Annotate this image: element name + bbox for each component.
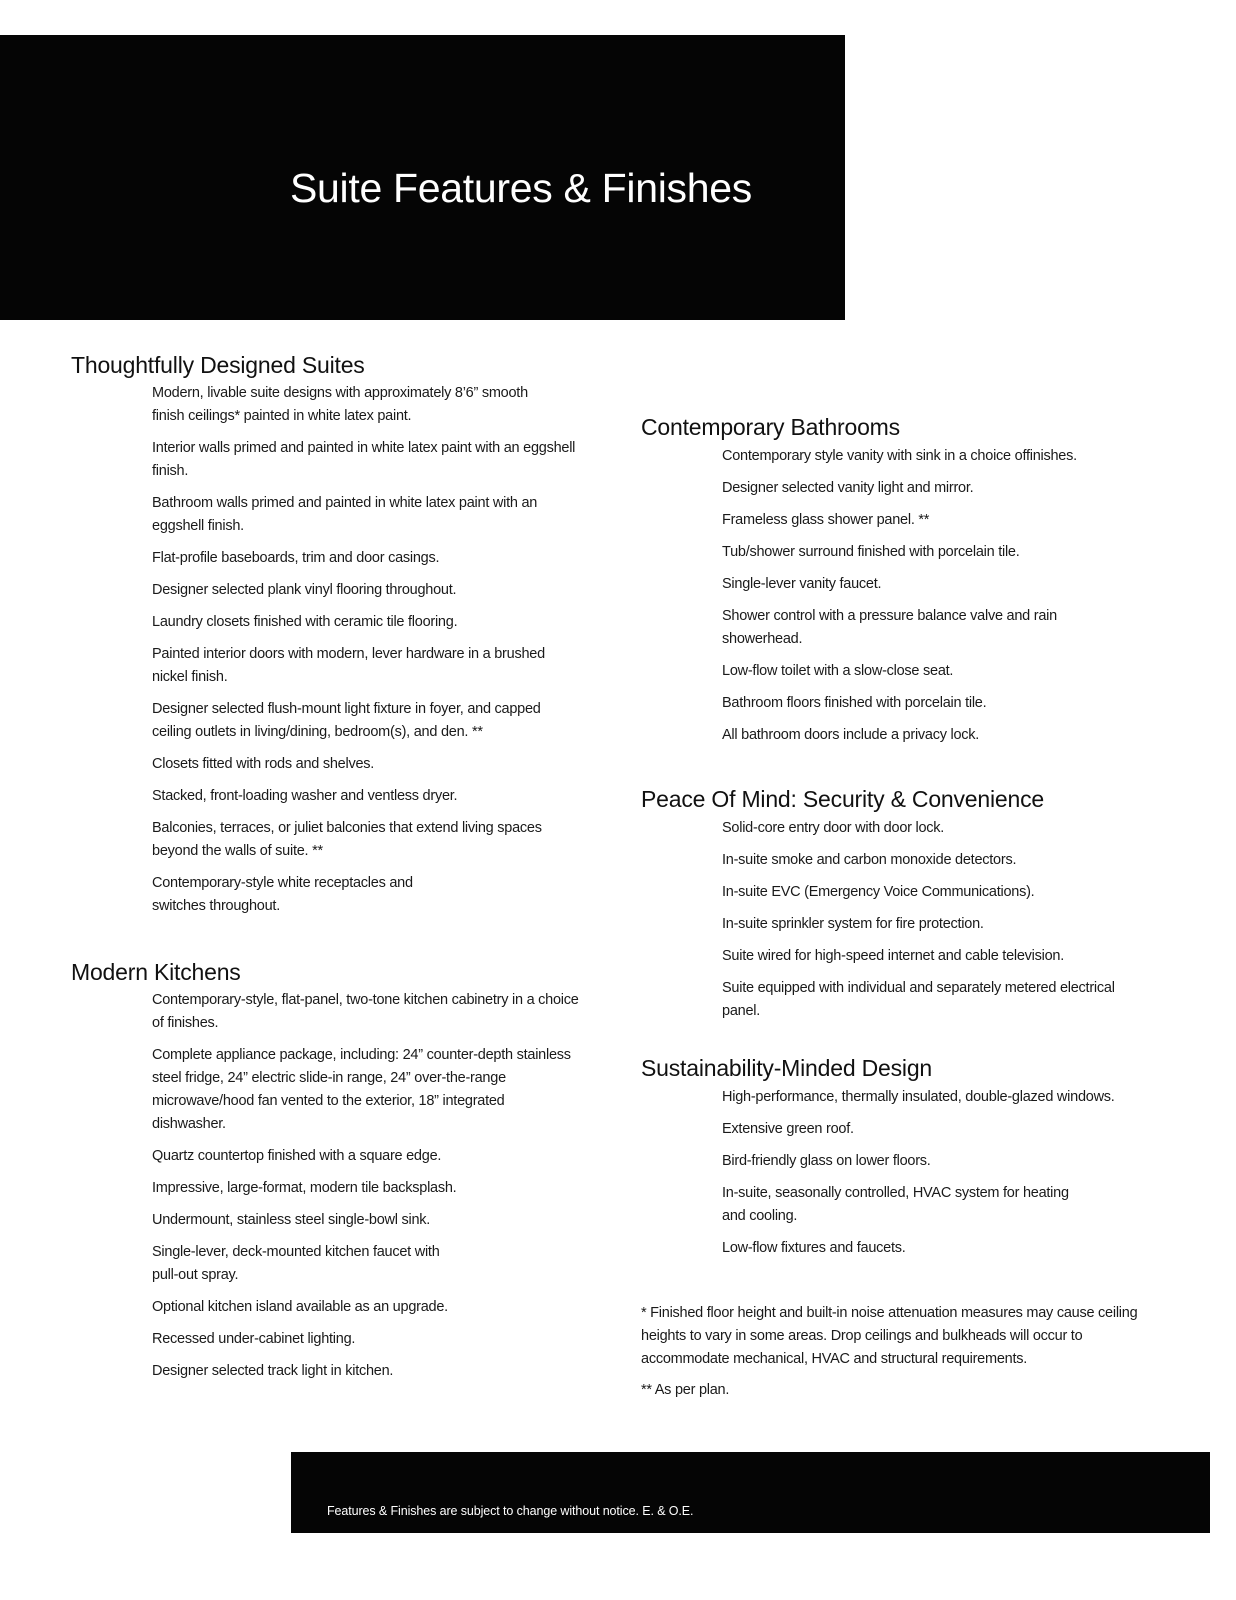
list-item: Undermount, stainless steel single-bowl sink. [152, 1212, 431, 1228]
feature-list [722, 1086, 1142, 1260]
footnotes [641, 1302, 1161, 1410]
list-item: In-suite EVC (Emergency Voice Communications). [722, 884, 1035, 900]
section-thoughtfully-designed-suites [71, 351, 582, 927]
section-peace-of-mind [641, 785, 1142, 1032]
footer-disclaimer: Features & Finishes are subject to change without notice. E. & O.E. [327, 1504, 694, 1518]
section-heading: Modern Kitchens [71, 959, 241, 985]
list-item: High-performance, thermally insulated, double-glazed windows. [722, 1089, 1115, 1105]
list-item: Suite wired for high-speed internet and cable television. [722, 948, 1065, 964]
list-item: Balconies, terraces, or juliet balconies that extend living spaces beyond the walls of suite. ** [152, 820, 542, 859]
footnote-ceiling: * Finished floor height and built-in noise attenuation measures may cause ceiling heights to vary in some areas. Drop ceilings and bulkheads will occur to accommodate mechanical, HVAC and structural requirements. [641, 1305, 1138, 1367]
list-item: Designer selected vanity light and mirror. [722, 480, 974, 496]
list-item: Frameless glass shower panel. ** [722, 512, 930, 528]
feature-list [722, 817, 1142, 1023]
list-item: Stacked, front-loading washer and ventless dryer. [152, 788, 458, 804]
list-item: Designer selected flush-mount light fixture in foyer, and capped ceiling outlets in living/dining, bedroom(s), and den. ** [152, 701, 541, 740]
section-modern-kitchens [71, 958, 582, 1392]
list-item: Bathroom floors finished with porcelain tile. [722, 695, 987, 711]
section-heading: Peace Of Mind: Security & Convenience [641, 786, 1044, 812]
list-item: Extensive green roof. [722, 1121, 854, 1137]
list-item: Laundry closets finished with ceramic tile flooring. [152, 614, 458, 630]
list-item: In-suite, seasonally controlled, HVAC system for heating and cooling. [722, 1185, 1069, 1224]
list-item: All bathroom doors include a privacy lock. [722, 727, 980, 743]
list-item: Suite equipped with individual and separately metered electrical panel. [722, 980, 1115, 1019]
section-sustainability-minded-design [641, 1054, 1142, 1269]
list-item: Tub/shower surround finished with porcelain tile. [722, 544, 1020, 560]
list-item: Contemporary style vanity with sink in a choice offinishes. [722, 448, 1077, 464]
section-contemporary-bathrooms [641, 413, 1112, 756]
list-item: Single-lever vanity faucet. [722, 576, 882, 592]
section-heading: Sustainability-Minded Design [641, 1055, 932, 1081]
list-item: Interior walls primed and painted in white latex paint with an eggshell finish. [152, 440, 576, 479]
page-title: Suite Features & Finishes [290, 165, 752, 211]
list-item: Low-flow fixtures and faucets. [722, 1240, 906, 1256]
list-item: Complete appliance package, including: 24” counter-depth stainless steel fridge, 24” electric slide-in range, 24” over-the-range microwave/hood fan vented to the exterior, 18” integrated dishwasher. [152, 1047, 571, 1132]
section-heading: Thoughtfully Designed Suites [71, 352, 365, 378]
list-item: In-suite sprinkler system for fire protection. [722, 916, 984, 932]
footnote-as-per-plan: ** As per plan. [641, 1382, 730, 1398]
list-item: Shower control with a pressure balance valve and rain showerhead. [722, 608, 1057, 647]
list-item: Bathroom walls primed and painted in white latex paint with an eggshell finish. [152, 495, 538, 534]
feature-list [152, 989, 582, 1383]
list-item: Flat-profile baseboards, trim and door casings. [152, 550, 440, 566]
feature-list [152, 382, 582, 918]
list-item: Closets fitted with rods and shelves. [152, 756, 375, 772]
list-item: Contemporary-style, flat-panel, two-tone kitchen cabinetry in a choice of finishes. [152, 992, 579, 1031]
footer-band [291, 1452, 1210, 1533]
list-item: Recessed under-cabinet lighting. [152, 1331, 356, 1347]
list-item: Contemporary-style white receptacles and switches throughout. [152, 875, 413, 914]
list-item: Bird-friendly glass on lower floors. [722, 1153, 931, 1169]
list-item: Impressive, large-format, modern tile backsplash. [152, 1180, 457, 1196]
list-item: Designer selected track light in kitchen. [152, 1363, 394, 1379]
list-item: Quartz countertop finished with a square edge. [152, 1148, 442, 1164]
list-item: Single-lever, deck-mounted kitchen faucet with pull-out spray. [152, 1244, 440, 1283]
list-item: In-suite smoke and carbon monoxide detectors. [722, 852, 1017, 868]
list-item: Low-flow toilet with a slow-close seat. [722, 663, 954, 679]
list-item: Designer selected plank vinyl flooring throughout. [152, 582, 457, 598]
feature-list [722, 445, 1112, 747]
list-item: Modern, livable suite designs with approximately 8’6” smooth finish ceilings* painted in white latex paint. [152, 385, 528, 424]
list-item: Optional kitchen island available as an upgrade. [152, 1299, 448, 1315]
section-heading: Contemporary Bathrooms [641, 414, 900, 440]
list-item: Solid-core entry door with door lock. [722, 820, 945, 836]
list-item: Painted interior doors with modern, lever hardware in a brushed nickel finish. [152, 646, 545, 685]
